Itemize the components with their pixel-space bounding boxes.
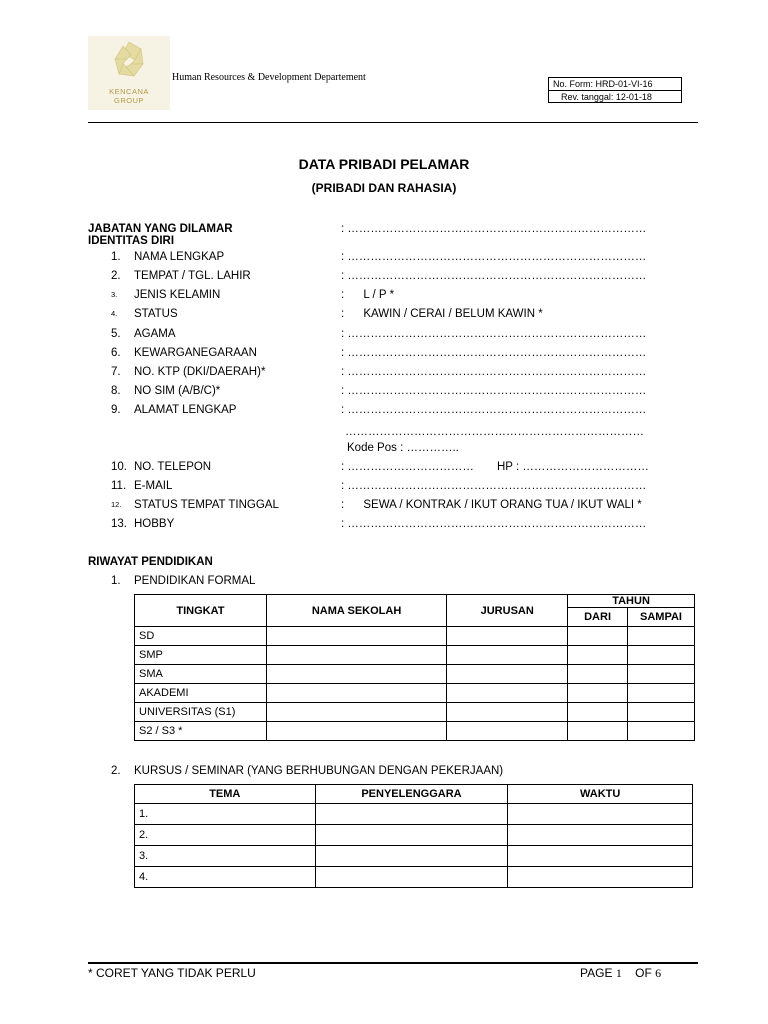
hp-field[interactable]: HP : …………………………… <box>497 461 649 473</box>
entry-cell[interactable] <box>266 684 447 703</box>
header-tahun: TAHUN <box>568 595 695 608</box>
entry-cell[interactable] <box>266 665 447 684</box>
level-cell: SMA <box>135 665 267 684</box>
page-title: DATA PRIBADI PELAMAR <box>298 156 470 172</box>
field-label: KEWARGANEGARAAN <box>134 347 257 359</box>
entry-cell[interactable] <box>266 627 447 646</box>
level-cell: S2 / S3 * <box>135 722 267 741</box>
company-logo <box>88 36 170 110</box>
field-number: 1. <box>111 251 121 263</box>
field-number: 9. <box>111 404 121 416</box>
entry-cell[interactable] <box>628 665 695 684</box>
entry-cell[interactable] <box>628 703 695 722</box>
logo-text: KENCANA <box>109 87 149 96</box>
field-value[interactable]: : …………………………………………………………………… <box>341 328 647 340</box>
course-index-cell: 4. <box>135 867 316 888</box>
field-number: 11. <box>111 480 127 492</box>
header-sampai: SAMPAI <box>628 608 695 627</box>
form-info-box <box>548 77 682 103</box>
level-cell: SMP <box>135 646 267 665</box>
entry-cell[interactable] <box>568 665 628 684</box>
course-index-cell: 3. <box>135 846 316 867</box>
field-label: NO. KTP (DKI/DAERAH)* <box>134 366 266 378</box>
page-label: PAGE <box>580 966 613 980</box>
entry-cell[interactable] <box>266 722 447 741</box>
table-row <box>135 684 695 703</box>
entry-cell[interactable] <box>568 722 628 741</box>
header-penyelenggara: PENYELENGGARA <box>315 785 508 804</box>
table-row <box>135 627 695 646</box>
header-dari: DARI <box>568 608 628 627</box>
field-value[interactable]: : L / P * <box>341 289 395 301</box>
field-number: 4. <box>111 309 118 318</box>
entry-cell[interactable] <box>315 867 508 888</box>
page-total: 6 <box>655 966 662 980</box>
entry-cell[interactable] <box>447 646 568 665</box>
field-label: JENIS KELAMIN <box>134 289 221 301</box>
header-tema: TEMA <box>135 785 316 804</box>
entry-cell[interactable] <box>568 646 628 665</box>
logo-text: GROUP <box>113 96 144 105</box>
entry-cell[interactable] <box>628 646 695 665</box>
entry-cell[interactable] <box>628 684 695 703</box>
entry-cell[interactable] <box>447 722 568 741</box>
logo-mark-icon <box>88 36 170 88</box>
field-value[interactable]: : KAWIN / CERAI / BELUM KAWIN * <box>341 308 543 320</box>
field-label: NO SIM (A/B/C)* <box>134 385 221 397</box>
field-label: NAMA LENGKAP <box>134 251 225 263</box>
field-value[interactable]: : …………………………………………………………………… <box>341 251 647 263</box>
field-value[interactable]: : …………………………………………………………………… <box>341 518 647 530</box>
position-input[interactable]: : …………………………………………………………………… <box>341 223 647 235</box>
table-row <box>135 665 695 684</box>
field-value[interactable]: : …………………………………………………………………… <box>341 366 647 378</box>
entry-cell[interactable] <box>447 703 568 722</box>
field-value[interactable]: : …………………………………………………………………… <box>341 270 647 282</box>
header-nama-sekolah: NAMA SEKOLAH <box>266 595 447 627</box>
field-number: 8. <box>111 385 121 397</box>
field-label: AGAMA <box>134 328 176 340</box>
field-value[interactable]: : …………………………………………………………………… <box>341 480 647 492</box>
field-label: ALAMAT LENGKAP <box>134 404 237 416</box>
entry-cell[interactable] <box>266 703 447 722</box>
entry-cell[interactable] <box>508 804 693 825</box>
field-value[interactable]: : …………………………… <box>341 461 474 473</box>
revision-date: Rev. tanggal: 12-01-18 <box>561 92 652 102</box>
footer-divider <box>88 962 698 964</box>
field-value[interactable]: : …………………………………………………………………… <box>341 347 647 359</box>
formal-education-table <box>134 594 695 741</box>
entry-cell[interactable] <box>508 846 693 867</box>
formal-number: 1. <box>111 575 121 587</box>
entry-cell[interactable] <box>447 665 568 684</box>
page-subtitle: (PRIBADI DAN RAHASIA) <box>311 181 457 195</box>
level-cell: UNIVERSITAS (S1) <box>135 703 267 722</box>
of-label: OF <box>635 966 652 980</box>
entry-cell[interactable] <box>508 867 693 888</box>
field-number: 10. <box>111 461 127 473</box>
field-value[interactable]: : SEWA / KONTRAK / IKUT ORANG TUA / IKUT WALI * <box>341 499 642 511</box>
course-label: KURSUS / SEMINAR (YANG BERHUBUNGAN DENGAN PEKERJAAN) <box>134 765 504 777</box>
page-number: 1 <box>615 966 622 980</box>
table-row <box>135 804 693 825</box>
formal-education-label: PENDIDIKAN FORMAL <box>134 575 256 587</box>
department-name: Human Resources & Development Departement <box>172 72 366 83</box>
field-label: STATUS <box>134 308 178 320</box>
table-row <box>135 846 693 867</box>
footer-note: * CORET YANG TIDAK PERLU <box>88 966 256 980</box>
field-label: NO. TELEPON <box>134 461 212 473</box>
entry-cell[interactable] <box>568 627 628 646</box>
identity-label: IDENTITAS DIRI <box>88 235 175 247</box>
field-number: 12. <box>111 500 122 509</box>
field-label: STATUS TEMPAT TINGGAL <box>134 499 279 511</box>
postal-code-field[interactable]: Kode Pos : ………….. <box>347 442 459 454</box>
table-row <box>135 703 695 722</box>
entry-cell[interactable] <box>447 627 568 646</box>
header-tingkat: TINGKAT <box>135 595 267 627</box>
table-row <box>135 722 695 741</box>
level-cell: AKADEMI <box>135 684 267 703</box>
field-value[interactable]: : …………………………………………………………………… <box>341 385 647 397</box>
form-number: No. Form: HRD-01-VI-16 <box>549 78 681 91</box>
education-label: RIWAYAT PENDIDIKAN <box>88 556 213 568</box>
course-number: 2. <box>111 765 121 777</box>
field-label: TEMPAT / TGL. LAHIR <box>134 270 251 282</box>
entry-cell[interactable] <box>568 684 628 703</box>
position-label: JABATAN YANG DILAMAR <box>88 223 233 235</box>
page-indicator <box>580 966 661 981</box>
field-value[interactable]: : …………………………………………………………………… <box>341 404 647 416</box>
entry-cell[interactable] <box>315 804 508 825</box>
level-cell: SD <box>135 627 267 646</box>
field-number: 3. <box>111 290 118 299</box>
table-row <box>135 825 693 846</box>
entry-cell[interactable] <box>315 846 508 867</box>
entry-cell[interactable] <box>447 684 568 703</box>
entry-cell[interactable] <box>266 646 447 665</box>
address-line-2[interactable]: …………………………………………………………………… <box>345 426 644 438</box>
header-waktu: WAKTU <box>508 785 693 804</box>
field-number: 6. <box>111 347 121 359</box>
table-row <box>135 867 693 888</box>
entry-cell[interactable] <box>508 825 693 846</box>
field-label: E-MAIL <box>134 480 173 492</box>
field-number: 7. <box>111 366 121 378</box>
field-label: HOBBY <box>134 518 175 530</box>
entry-cell[interactable] <box>628 722 695 741</box>
field-number: 2. <box>111 270 121 282</box>
entry-cell[interactable] <box>568 703 628 722</box>
entry-cell[interactable] <box>315 825 508 846</box>
field-number: 5. <box>111 328 121 340</box>
header-divider <box>88 122 698 123</box>
entry-cell[interactable] <box>628 627 695 646</box>
course-index-cell: 1. <box>135 804 316 825</box>
table-row <box>135 646 695 665</box>
field-number: 13. <box>111 518 127 530</box>
course-table <box>134 784 693 888</box>
course-index-cell: 2. <box>135 825 316 846</box>
header-jurusan: JURUSAN <box>447 595 568 627</box>
